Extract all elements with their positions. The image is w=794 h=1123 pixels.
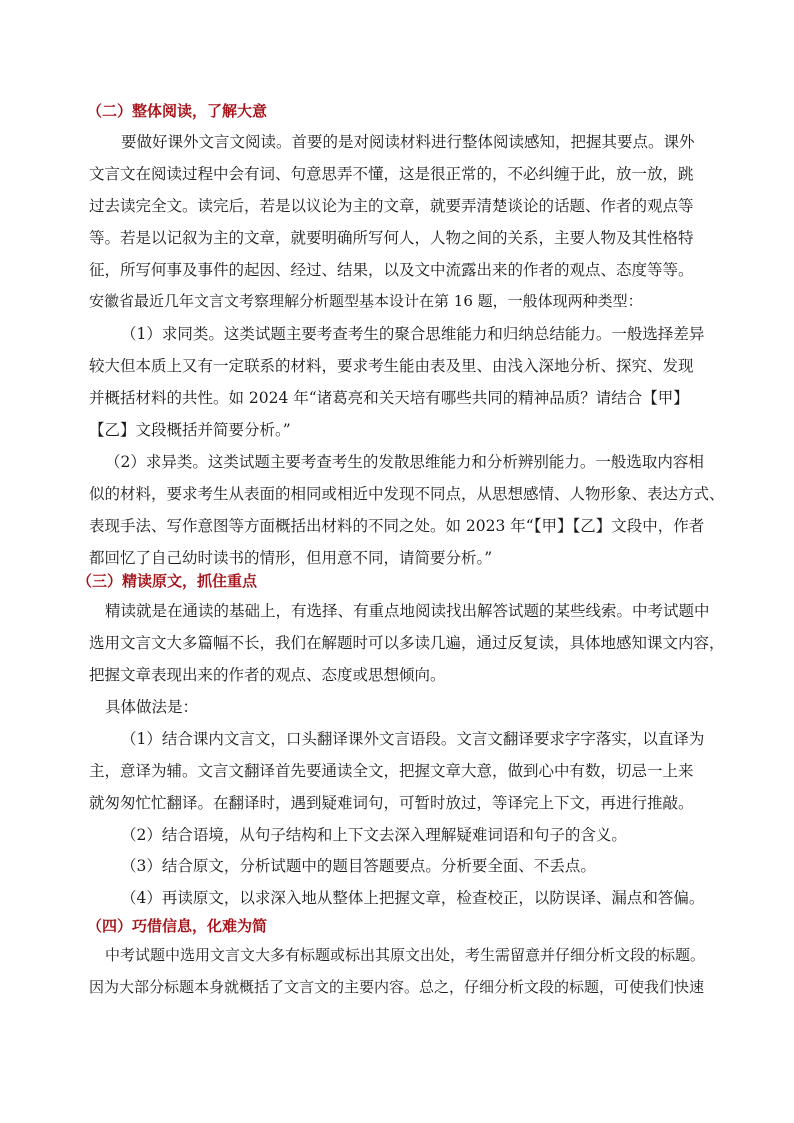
list-item-line: 主，意译为辅。文言文翻译首先要通读全文，把握文章大意，做到心中有数，切忌一上来 [89, 762, 694, 780]
paragraph-line: 要做好课外文言文阅读。首要的是对阅读材料进行整体阅读感知，把握其要点。课外 [121, 133, 695, 151]
paragraph-line: 把握文章表现出来的作者的观点、态度或思想倾向。 [89, 666, 446, 684]
list-item-line: 较大但本质上又有一定联系的材料，要求考生能由表及里、由浅入深地分析、探究、发现 [89, 357, 694, 375]
paragraph-line: 精读就是在通读的基础上，有选择、有重点地阅读找出解答试题的某些线索。中考试题中 [105, 602, 710, 620]
paragraph-line: 中考试题中选用文言文大多有标题或标出其原文出处，考生需留意并仔细分析文段的标题。 [105, 946, 706, 964]
paragraph-line: 文言文在阅读过程中会有词、句意思弄不懂，这是很正常的，不必纠缠于此，放一放，跳 [89, 165, 694, 183]
list-item-line: （1）求同类。这类试题主要考查考生的聚合思维能力和归纳总结能力。一般选择差异 [121, 325, 705, 343]
section-heading-2: （二）整体阅读，了解大意 [87, 102, 268, 120]
section-heading-4: （四）巧借信息，化难为简 [87, 917, 268, 935]
list-item-line: 【乙】文段概括并简要分析。” [89, 421, 291, 439]
paragraph-line: 因为大部分标题本身就概括了文言文的主要内容。总之，仔细分析文段的标题，可使我们快速 [89, 978, 705, 996]
list-item-line: （3）结合原文，分析试题中的题目答题要点。分析要全面、不丢点。 [121, 857, 596, 875]
paragraph-line: 安徽省最近几年文言文考察理解分析题型基本设计在第 16 题，一般体现两种类型： [89, 292, 643, 310]
list-item-line: 都回忆了自己幼时读书的情形，但用意不同，请简要分析。” [89, 549, 493, 567]
list-item-line: （4）再读原文，以求深入地从整体上把握文章，检查校正，以防误译、漏点和答偏。 [121, 889, 705, 907]
list-item-line: （1）结合课内文言文，口头翻译课外文言语段。文言文翻译要求字字落实，以直译为 [121, 730, 705, 748]
paragraph-line: 等。若是以记叙为主的文章，就要明确所写何人，人物之间的关系，主要人物及其性格特 [89, 229, 694, 247]
list-item-line: 并概括材料的共性。如 2024 年“诸葛亮和关天培有哪些共同的精神品质？请结合【甲】 [89, 389, 689, 407]
paragraph-line: 具体做法是： [105, 698, 199, 716]
paragraph-line: 征，所写何事及事件的起因、经过、结果，以及文中流露出来的作者的观点、态度等等。 [89, 261, 694, 279]
paragraph-line: 过去读完全文。读完后，若是以议论为主的文章，就要弄清楚谈论的话题、作者的观点等 [89, 197, 694, 215]
list-item-line: （2）求异类。这类试题主要考查考生的发散思维能力和分析辨别能力。一般选取内容相 [105, 453, 704, 471]
list-item-line: （2）结合语境，从句子结构和上下文去深入理解疑难词语和句子的含义。 [121, 826, 627, 844]
section-heading-3: （三）精读原文，抓住重点 [77, 572, 258, 590]
list-item-line: 似的材料，要求考生从表面的相同或相近中发现不同点，从思想感情、人物形象、表达方式、 [89, 485, 725, 503]
paragraph-line: 选用文言文大多篇幅不长，我们在解题时可以多读几遍，通过反复读，具体地感知课文内容， [89, 634, 725, 652]
list-item-line: 就匆匆忙忙翻译。在翻译时，遇到疑难词句，可暂时放过，等译完上下文，再进行推敲。 [89, 794, 694, 812]
list-item-line: 表现手法、写作意图等方面概括出材料的不同之处。如 2023 年“【甲】【乙】文段中，作者 [89, 517, 705, 535]
